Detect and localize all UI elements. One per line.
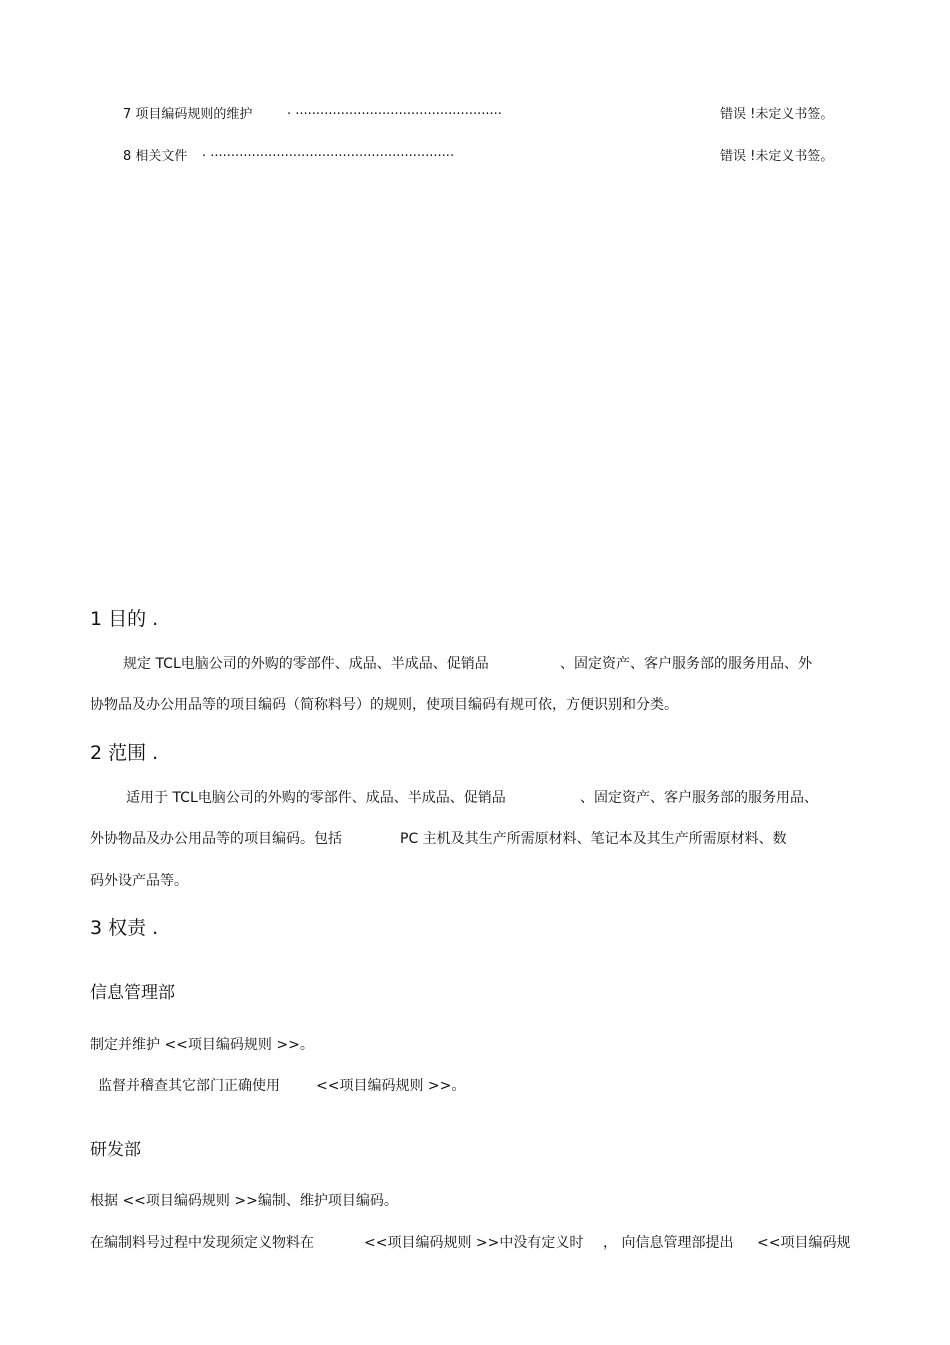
section-1-heading: 1 目的 . <box>90 608 159 630</box>
toc-entry-8-label[interactable]: 8 相关文件 <box>123 149 188 164</box>
dept-rd-title: 研发部 <box>90 1140 141 1160</box>
section-1-line-1a: 规定 TCL电脑公司的外购的零部件、成品、半成品、促销品 <box>123 656 489 672</box>
dept-rd-item-1: 根据 <<项目编码规则 >>编制、维护项目编码。 <box>90 1193 398 1209</box>
section-2-line-1b: 、固定资产、客户服务部的服务用品、 <box>580 790 818 806</box>
toc-entry-8-page[interactable]: 错误 !未定义书签。 <box>720 149 834 164</box>
section-1-line-2: 协物品及办公用品等的项目编码（简称料号）的规则，使项目编码有规可依，方便识别和分类。 <box>90 697 678 713</box>
dept-info-management-item-2b: <<项目编码规则 >>。 <box>316 1078 466 1094</box>
toc-entry-7-leader: . .................................................. <box>287 103 502 118</box>
section-2-line-2b: PC 主机及其生产所需原材料、笔记本及其生产所需原材料、数 <box>400 831 787 847</box>
section-2-line-1a: 适用于 TCL电脑公司的外购的零部件、成品、半成品、促销品 <box>126 790 506 806</box>
toc-entry-7-label[interactable]: 7 项目编码规则的维护 <box>123 107 253 122</box>
dept-rd-item-2b: <<项目编码规则 >>中没有定义时 <box>364 1235 584 1251</box>
dept-info-management-item-2a: 监督并稽查其它部门正确使用 <box>98 1078 280 1094</box>
toc-entry-7-page[interactable]: 错误 !未定义书签。 <box>720 107 834 122</box>
dept-info-management-title: 信息管理部 <box>90 983 175 1003</box>
dept-rd-item-2c: ， 向信息管理部提出 <box>603 1235 734 1251</box>
dept-info-management-item-1: 制定并维护 <<项目编码规则 >>。 <box>90 1037 314 1053</box>
toc-entry-8-leader: . ........................................................... <box>202 145 455 160</box>
section-2-line-3: 码外设产品等。 <box>90 873 188 889</box>
section-2-line-2a: 外协物品及办公用品等的项目编码。包括 <box>90 831 342 847</box>
section-3-heading: 3 权责 . <box>90 917 159 939</box>
dept-rd-item-2d: <<项目编码规 <box>757 1235 851 1251</box>
section-2-heading: 2 范围 . <box>90 742 159 764</box>
dept-rd-item-2a: 在编制料号过程中发现须定义物料在 <box>90 1235 314 1251</box>
section-1-line-1b: 、固定资产、客户服务部的服务用品、外 <box>560 656 812 672</box>
